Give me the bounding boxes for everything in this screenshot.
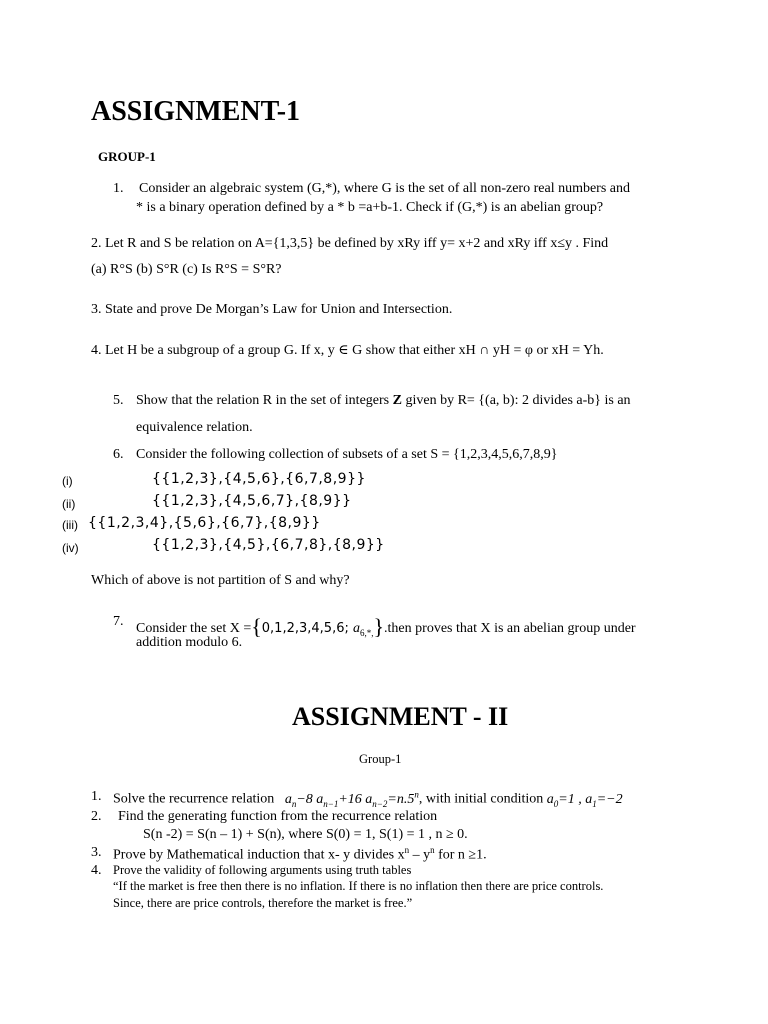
q6-item-label: (i) [62,474,73,488]
q5-number: 5. [113,393,124,408]
initial-condition: $a_0=1$ , $a_1=-2$ [546,791,623,809]
a2-q4-line-2: “If the market is free then there is no inflation. If there is no inflation then there are price controls. [113,879,604,893]
recurrence-equation: $a_n-8$ $a_{n-1}+16$ $a_{n-2}=n.5^n$ [284,789,419,809]
a2-q3-number: 3. [91,845,102,860]
q6-text: Consider the following collection of subsets of a set S = {1,2,3,4,5,6,7,8,9} [136,447,558,462]
group-1-subheading: Group-1 [359,752,402,766]
a2-q4-number: 4. [91,863,102,878]
q2-line-1: 2. Let R and S be relation on A={1,3,5} be defined by xRy iff y= x+2 and xRy iff x≤y . Find [91,236,609,251]
q7-line-2: addition modulo 6. [136,635,243,650]
q1-number: 1. [113,181,124,196]
q7-number: 7. [113,614,124,629]
a2-q1-number: 1. [91,789,102,804]
question-3: 3. State and prove De Morgan’s Law for Union and Intersection. [91,302,453,317]
q6-followup: Which of above is not partition of S and why? [91,573,350,588]
q1-line-2: * is a binary operation defined by a * b =a+b-1. Check if (G,*) is an abelian group? [136,200,604,215]
q6-item-label: (ii) [62,497,76,511]
q6-item-set: {{1,2,3},{4,5,6,7},{8,9}} [152,493,352,509]
group-1-heading: GROUP-1 [98,149,156,164]
a2-q2-line-1: Find the generating function from the recurrence relation [118,809,438,824]
q6-number: 6. [113,447,124,462]
a2-q2-line-2: S(n -2) = S(n – 1) + S(n), where S(0) = 1, S(1) = 1 , n ≥ 0. [143,827,468,842]
q6-item-label: (iv) [62,541,79,555]
q5-line-1: Show that the relation R in the set of integers Z given by R= {(a, b): 2 divides a-b} is an [136,393,631,408]
q6-item-set: {{1,2,3},{4,5},{6,7,8},{8,9}} [152,537,385,553]
a2-q4-line-3: Since, there are price controls, therefore the market is free.” [113,896,413,910]
q6-item-set: {{1,2,3,4},{5,6},{6,7},{8,9}} [88,515,321,531]
a2-q3-text: Prove by Mathematical induction that x- y divides $x^n - y^n$ for n ≥1. [113,845,487,863]
q1-line-1: Consider an algebraic system (G,*), where G is the set of all non-zero real numbers and [139,181,631,196]
q6-item-label: (iii) [62,518,78,532]
q6-item-set: {{1,2,3},{4,5,6},{6,7,8,9}} [152,471,366,487]
question-4: 4. Let H be a subgroup of a group G. If x, y ∈ G show that either xH ∩ yH = φ or xH = Yh. [91,343,604,358]
a2-q1-text: Solve the recurrence relation $a_n-8$ $a_{n-1}+16$ $a_{n-2}=n.5^n$, with initial condition $a_0=1$ , $a_1=-2$ [113,789,623,809]
q7-line-1: Consider the set X ={0,1,2,3,4,5,6; $a_{6,*,}\}.then$ proves that X is an abelian group under [136,614,636,639]
q5-line-2: equivalence relation. [136,420,253,435]
assignment-2-title: ASSIGNMENT - II [292,702,509,731]
a2-q2-number: 2. [91,809,102,824]
q2-line-2: (a) R°S (b) S°R (c) Is R°S = S°R? [91,262,282,277]
assignment-1-title: ASSIGNMENT-1 [91,96,301,127]
a2-q4-line-1: Prove the validity of following arguments using truth tables [113,863,412,877]
